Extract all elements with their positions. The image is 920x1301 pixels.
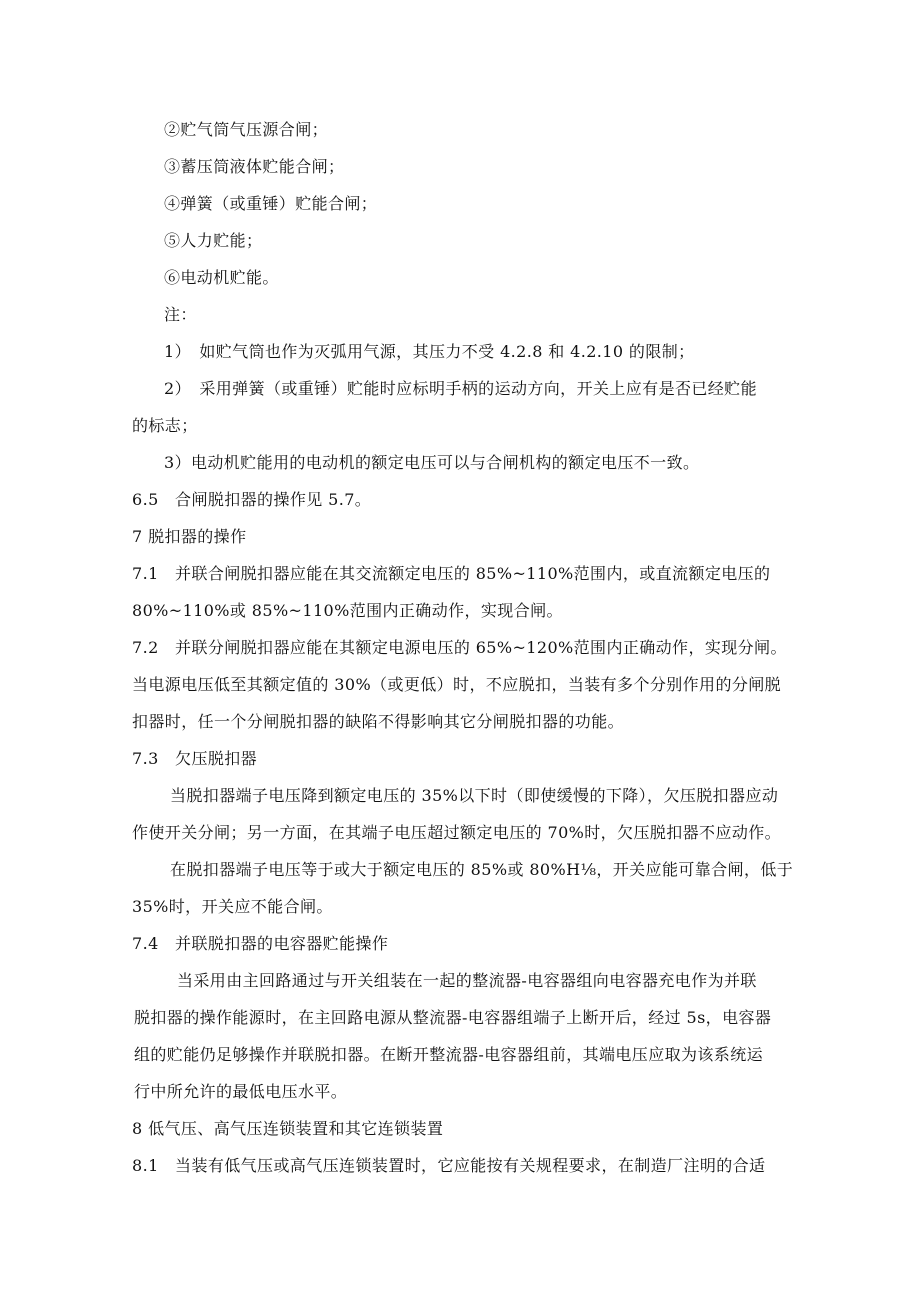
list-item-3: ③蓄压筒液体贮能合闸； [164, 157, 345, 176]
clause-7-4-para-cont-1: 脱扣器的操作能源时，在主回路电源从整流器-电容器组端子上断开后，经过 5s，电容器 [134, 1008, 772, 1027]
clause-7-3-para-2: 在脱扣器端子电压等于或大于额定电压的 85%或 80%H⅛，开关应能可靠合闸，低于 [170, 860, 794, 879]
clause-7-3-para-1: 当脱扣器端子电压降到额定电压的 35%以下时（即使缓慢的下降），欠压脱扣器应动 [170, 786, 779, 805]
list-item-6: ⑥电动机贮能。 [164, 268, 279, 287]
clause-7-1: 7.1 并联合闸脱扣器应能在其交流额定电压的 85%~110%范围内，或直流额定电压的 [132, 564, 771, 583]
note-2: 2） 采用弹簧（或重锤）贮能时应标明手柄的运动方向，开关上应有是否已经贮能 [164, 379, 757, 398]
clause-7-1-cont: 80%~110%或 85%~110%范围内正确动作，实现合闸。 [132, 601, 563, 620]
clause-7-4-para-cont-2: 组的贮能仍足够操作并联脱扣器。在断开整流器-电容器组前，其端电压应取为该系统运 [134, 1045, 764, 1064]
note-1: 1） 如贮气筒也作为灭弧用气源，其压力不受 4.2.8 和 4.2.10 的限制； [164, 342, 695, 361]
clause-7-4-para-cont-3: 行中所允许的最低电压水平。 [134, 1082, 348, 1101]
list-item-2: ②贮气筒气压源合闸； [164, 120, 329, 139]
clause-6-5: 6.5 合闸脱扣器的操作见 5.7。 [132, 490, 372, 509]
list-item-4: ④弹簧（或重锤）贮能合闸； [164, 194, 378, 213]
clause-7-4-para: 当采用由主回路通过与开关组装在一起的整流器-电容器组向电容器充电作为并联 [177, 971, 757, 990]
clause-7-3-para-1-cont: 作使开关分闸；另一方面，在其端子电压超过额定电压的 70%时，欠压脱扣器不应动作。 [132, 823, 782, 842]
clause-7-2-cont-1: 当电源电压低至其额定值的 30%（或更低）时，不应脱扣，当装有多个分别作用的分闸脱 [132, 675, 782, 694]
section-8-heading: 8 低气压、高气压连锁装置和其它连锁装置 [132, 1119, 444, 1138]
clause-8-1: 8.1 当装有低气压或高气压连锁装置时，它应能按有关规程要求，在制造厂注明的合适 [132, 1156, 766, 1175]
note-heading: 注： [164, 305, 197, 324]
note-3: 3）电动机贮能用的电动机的额定电压可以与合闸机构的额定电压不一致。 [164, 453, 700, 472]
clause-7-4-heading: 7.4 并联脱扣器的电容器贮能操作 [132, 934, 389, 953]
clause-7-2-cont-2: 扣器时，任一个分闸脱扣器的缺陷不得影响其它分闸脱扣器的功能。 [132, 712, 625, 731]
section-7-heading: 7 脱扣器的操作 [132, 527, 247, 546]
list-item-5: ⑤人力贮能； [164, 231, 263, 250]
clause-7-3-heading: 7.3 欠压脱扣器 [132, 749, 258, 768]
clause-7-3-para-2-cont: 35%时，开关应不能合闸。 [132, 897, 333, 916]
clause-7-2: 7.2 并联分闸脱扣器应能在其额定电源电压的 65%~120%范围内正确动作，实现分闸。 [132, 638, 787, 657]
note-2-cont: 的标志； [132, 416, 198, 435]
